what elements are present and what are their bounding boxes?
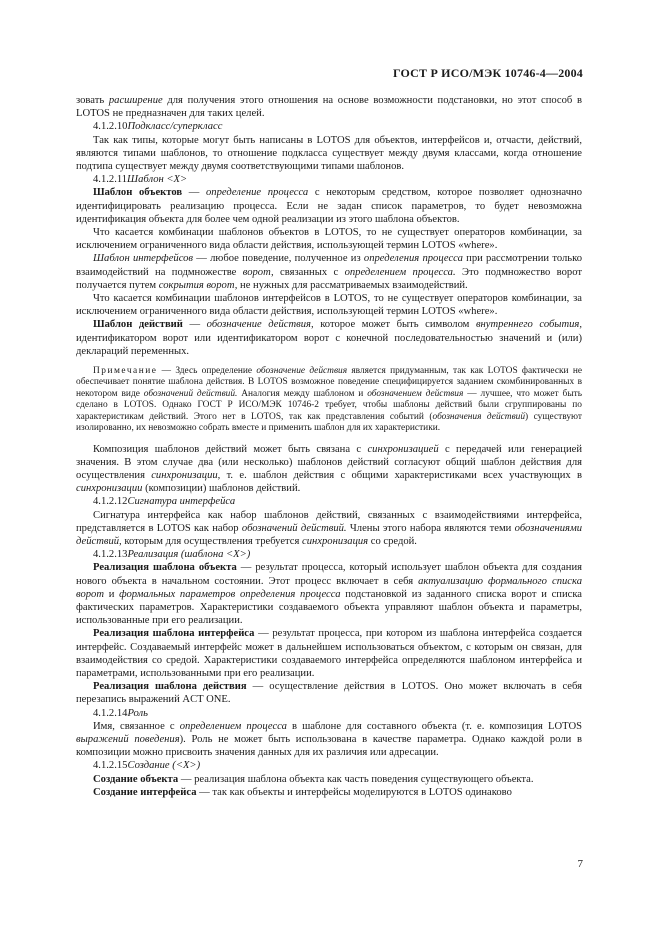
paragraph: Создание объекта — реализация шаблона объекта как часть поведения существующего объекта. (93, 773, 534, 785)
page-header: ГОСТ Р ИСО/МЭК 10746-4—2004 (392, 66, 583, 80)
paragraph: Что касается комбинации шаблонов объектов в LOTOS, то не существует операторов комбинации, за исключением ограниченного вида области действия, использующей термин LOTOS «where». (76, 227, 582, 252)
paragraph: Что касается комбинации шаблонов интерфейсов в LOTOS, то не существует операторов комбинации, за исключением ограниченного вида области действия, использующей термин LOTOS «where». (76, 293, 582, 318)
section-heading-4-1-2-13: 4.1.2.13Реализация (шаблона <X>) (93, 549, 251, 561)
paragraph: Реализация шаблона интерфейса — результат процесса, при котором из шаблона интерфейса создается интерфейс. Создаваемый интерфейс может в дальнейшем использоваться объектом, с которым он связан, для взаимодействия со средой. Характеристики создаваемого интерфейса определяются шаблоном интерфейса и параметрами, использованными при его реализации. (76, 628, 582, 679)
paragraph: Шаблон интерфейсов — любое поведение, полученное из определения процесса при рассмотрении только взаимодействий на подмножестве ворот, связанных с определением процесса. Это подмножество ворот получается путем сокрытия ворот, не нужных для рассматриваемых взаимодействий. (76, 253, 583, 291)
paragraph: Реализация шаблона объекта — результат процесса, который использует шаблон объекта для создания нового объекта в начальном состоянии. Этот процесс включает в себя актуализацию формального списка ворот и формальных параметров определения процесса подстановкой из заданного списка ворот и списка фактических параметров. Характеристики создаваемого объекта управляют шаблон объекта и параметры, использованные при его реализации. (76, 562, 583, 627)
section-heading-4-1-2-11: 4.1.2.11Шаблон <X> (93, 174, 188, 186)
section-heading-4-1-2-15: 4.1.2.15Создание (<X>) (93, 760, 201, 772)
document-body (76, 94, 582, 799)
paragraph: зовать расширение для получения этого отношения на основе возможности подстановки, но этот способ в LOTOS не предназначен для таких целей. (76, 95, 582, 120)
paragraph: Реализация шаблона действия — осуществление действия в LOTOS. Оно может включать в себя перезапись выражений ACT ONE. (76, 681, 582, 706)
paragraph: Шаблон объектов — определение процесса с некоторым средством, которое позволяет однозначно идентифицировать реализацию процесса. Если не задан список параметров, то будет невозможна идентификация объекта для более чем одной реализации из этого шаблона объектов. (76, 187, 583, 225)
paragraph: Сигнатура интерфейса как набор шаблонов действий, связанных с взаимодействиями интерфейса, представляется в LOTOS как набор обозначений действий. Члены этого набора являются теми обозначениями действий, которым для осуществления требуется синхронизация со средой. (76, 509, 583, 547)
section-heading-4-1-2-14: 4.1.2.14Роль (93, 707, 148, 719)
paragraph: Создание интерфейса — так как объекты и интерфейсы моделируются в LOTOS одинаково (93, 786, 512, 798)
paragraph: Так как типы, которые могут быть написаны в LOTOS для объектов, интерфейсов и, отчасти, действий, являются типами шаблонов, то отношение подкласса существует между двумя классами, когда отношение подтипа существует между двумя соответствующими типами шаблонов. (76, 134, 582, 173)
section-heading-4-1-2-12: 4.1.2.12Сигнатура интерфейса (93, 496, 236, 508)
note: Примечание — Здесь определение обозначение действия является придуманным, так как LOTOS фактически не обеспечивает понятие шаблона действия. В LOTOS возможное поведение специфицируется заданием скомбинированных в некотором виде обозначений действий. Аналогия между шаблоном и обозначением действия — лучшее, что может быть сделано в LOTOS. Однако ГОСТ Р ИСО/МЭК 10746-2 требует, чтобы шаблоны действий были сгруппированы по характеристикам действий. Этого нет в LOTOS, так как представления событий (обозначения действий) существуют изолированно, их невозможно собрать вместе и применить шаблон для их характеристики. (76, 366, 582, 434)
paragraph: Шаблон действий — обозначение действия, которое может быть символом внутреннего события, идентификатором ворот или идентификатором ворот с конечной последовательностью значений и (или) деклараций переменных. (76, 319, 582, 357)
section-heading-4-1-2-10: 4.1.2.10Подкласс/суперкласс (93, 121, 223, 133)
paragraph: Имя, связанное с определением процесса в шаблоне для составного объекта (т. е. композиция LOTOS выражений поведения). Роль не может быть использована в качестве параметра. Однако каждой роли в композиции можно присвоить значения данных для их различия или адресации. (76, 720, 582, 759)
page-number: 7 (577, 858, 583, 870)
paragraph: Композиция шаблонов действий может быть связана с синхронизацией с передачей или генерацией значения. В этом случае два (или несколько) шаблонов действий согласуют общий шаблон действия для осуществления синхронизации, т. е. шаблон действия с общими характеристиками всех участвующих в синхронизации (композиции) шаблонов действий. (76, 443, 582, 495)
